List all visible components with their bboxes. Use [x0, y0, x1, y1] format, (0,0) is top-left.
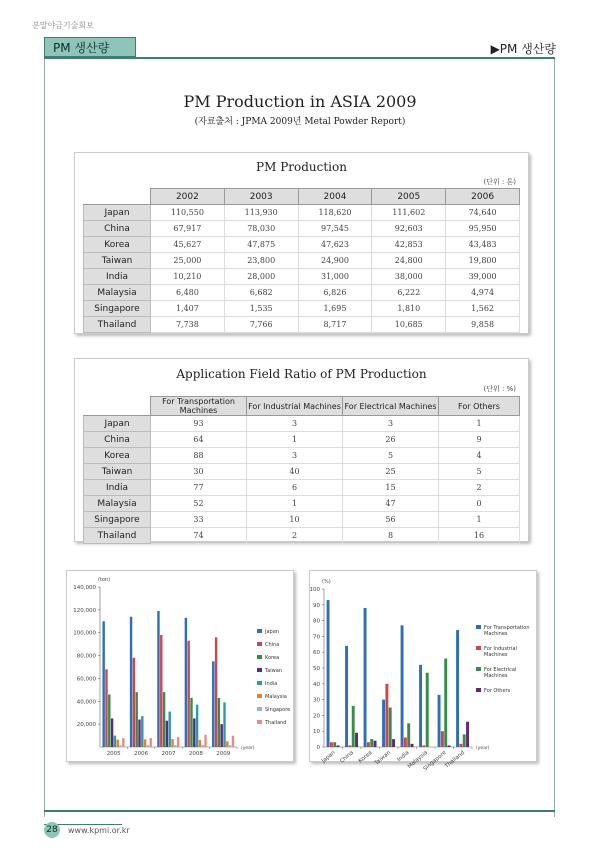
bar — [114, 736, 116, 747]
website-link[interactable]: www.kpmi.or.kr — [68, 826, 130, 835]
table-cell: 92,603 — [372, 221, 446, 237]
x-tick-label: Singapore — [422, 749, 448, 773]
row-label: India — [84, 480, 151, 496]
bar — [204, 735, 206, 747]
table-cell: 1 — [439, 512, 520, 528]
table-row — [84, 448, 520, 464]
table-cell: 9 — [439, 432, 520, 448]
bar — [401, 625, 404, 747]
bar — [220, 724, 222, 747]
row-label: Taiwan — [84, 253, 151, 269]
y-tick-label: 30 — [313, 697, 320, 704]
bar — [374, 741, 377, 747]
x-tick-label: 2008 — [188, 751, 203, 757]
bar — [407, 723, 410, 747]
row-label: Japan — [84, 416, 151, 432]
legend-label: China — [265, 642, 280, 648]
bar — [193, 718, 195, 747]
x-tick-label: Malaysia — [406, 749, 430, 770]
table-cell: 2 — [247, 528, 343, 544]
legend-label: Thailand — [265, 720, 287, 726]
bar — [330, 742, 333, 747]
table-cell: 28,000 — [224, 269, 298, 285]
table-row — [84, 464, 520, 480]
application-table-body — [84, 416, 520, 544]
bar — [456, 630, 459, 747]
bar — [382, 700, 385, 747]
bar — [130, 617, 132, 747]
production-chart-panel — [66, 570, 294, 762]
table-cell: 9,858 — [446, 317, 520, 333]
table-cell: 5 — [439, 464, 520, 480]
table-cell: 110,550 — [151, 205, 225, 221]
legend-label: Malaysia — [265, 694, 287, 700]
table-cell: 10,210 — [151, 269, 225, 285]
table-cell: 25,000 — [151, 253, 225, 269]
legend-swatch — [476, 625, 481, 629]
table-cell: 2 — [439, 480, 520, 496]
row-label: China — [84, 221, 151, 237]
application-table — [83, 396, 520, 544]
table-row — [84, 221, 520, 237]
table-cell: 67,917 — [151, 221, 225, 237]
production-table — [83, 188, 520, 333]
table-cell: 1,695 — [298, 301, 372, 317]
table-cell: 24,800 — [372, 253, 446, 269]
bar — [352, 706, 355, 747]
bar — [144, 739, 146, 747]
y-tick-label: 60,000 — [76, 676, 96, 683]
bar — [422, 745, 425, 747]
frame-bottom-rule — [44, 810, 555, 812]
y-tick-label: 50 — [313, 666, 320, 672]
row-label: Korea — [84, 237, 151, 253]
table-corner — [84, 397, 151, 416]
bar — [333, 742, 336, 747]
y-tick-label: 40,000 — [76, 699, 96, 706]
bar — [441, 731, 444, 747]
production-table-unit: (단위 : 톤) — [483, 178, 516, 186]
legend-label: Korea — [265, 655, 280, 661]
bar — [147, 745, 149, 747]
table-cell: 88 — [151, 448, 247, 464]
application-table-panel — [74, 358, 529, 542]
table-cell: 45,627 — [151, 237, 225, 253]
bar — [466, 722, 469, 747]
table-cell: 6,826 — [298, 285, 372, 301]
table-cell: 25 — [343, 464, 439, 480]
table-cell: 26 — [343, 432, 439, 448]
table-cell: 30 — [151, 464, 247, 480]
table-cell: 113,930 — [224, 205, 298, 221]
legend-swatch — [257, 681, 262, 685]
table-cell: 33 — [151, 512, 247, 528]
bar — [160, 635, 162, 747]
y-tick-label: 80,000 — [76, 653, 96, 660]
bar — [345, 646, 348, 747]
bar — [215, 637, 217, 747]
table-cell: 10,685 — [372, 317, 446, 333]
bar — [171, 739, 173, 747]
bar — [133, 658, 135, 747]
table-cell: 6 — [247, 480, 343, 496]
table-cell: 118,620 — [298, 205, 372, 221]
legend-swatch — [257, 642, 262, 646]
table-cell: 47,623 — [298, 237, 372, 253]
table-row — [84, 432, 520, 448]
bar — [141, 716, 143, 747]
table-cell: 77 — [151, 480, 247, 496]
legend-label: India — [265, 681, 278, 687]
bar — [327, 600, 330, 747]
y-axis-unit: (ton) — [98, 577, 111, 583]
table-cell: 40 — [247, 464, 343, 480]
table-cell: 8,717 — [298, 317, 372, 333]
row-label: China — [84, 432, 151, 448]
bar — [232, 736, 234, 747]
table-cell: 19,800 — [446, 253, 520, 269]
bar — [150, 738, 152, 747]
column-header: 2005 — [372, 189, 446, 205]
table-cell: 1 — [247, 496, 343, 512]
table-row — [84, 285, 520, 301]
application-bar-chart — [309, 571, 536, 773]
table-corner — [84, 189, 151, 205]
bar — [163, 692, 165, 747]
legend-swatch — [476, 688, 481, 692]
table-cell: 10 — [247, 512, 343, 528]
bar — [122, 738, 124, 747]
bar — [108, 694, 110, 747]
legend-swatch — [257, 720, 262, 724]
table-row — [84, 237, 520, 253]
production-table-panel — [74, 152, 529, 334]
table-cell: 6,682 — [224, 285, 298, 301]
row-label: Thailand — [84, 528, 151, 544]
table-header-row — [84, 397, 520, 416]
section-tab: PM 생산량 — [44, 37, 136, 57]
column-header: For Industrial Machines — [247, 397, 343, 416]
production-table-body — [84, 205, 520, 333]
table-cell: 47,875 — [224, 237, 298, 253]
bar — [226, 741, 228, 747]
table-cell: 39,000 — [446, 269, 520, 285]
x-tick-label: Taiwan — [373, 749, 393, 767]
y-tick-label: 120,000 — [73, 607, 96, 614]
table-row — [84, 416, 520, 432]
legend-label: Taiwan — [265, 668, 283, 674]
table-cell: 23,800 — [224, 253, 298, 269]
column-header: 2002 — [151, 189, 225, 205]
row-label: Korea — [84, 448, 151, 464]
row-label: Thailand — [84, 317, 151, 333]
x-axis-unit: (year) — [476, 746, 490, 751]
bar — [105, 669, 107, 747]
bar — [135, 692, 137, 747]
legend-label: For Electrical Machines — [484, 667, 517, 679]
bar — [364, 608, 367, 747]
bar — [102, 621, 104, 747]
table-cell: 74 — [151, 528, 247, 544]
bar — [138, 720, 140, 747]
y-tick-label: 80 — [313, 618, 320, 625]
bar — [463, 734, 466, 747]
bar — [119, 745, 121, 747]
table-cell: 97,545 — [298, 221, 372, 237]
column-header: For Transportation Machines — [151, 397, 247, 416]
table-cell: 5 — [343, 448, 439, 464]
bar — [389, 708, 392, 748]
bar — [169, 712, 171, 747]
table-cell: 15 — [343, 480, 439, 496]
bar — [337, 745, 340, 747]
table-cell: 95,950 — [446, 221, 520, 237]
legend-swatch — [257, 694, 262, 698]
table-cell: 6,480 — [151, 285, 225, 301]
table-cell: 52 — [151, 496, 247, 512]
table-cell: 93 — [151, 416, 247, 432]
application-table-title: Application Field Ratio of PM Production — [176, 367, 427, 381]
legend-swatch — [257, 655, 262, 659]
x-tick-label: Japan — [320, 749, 337, 765]
table-cell: 7,766 — [224, 317, 298, 333]
table-cell: 0 — [439, 496, 520, 512]
y-tick-label: 10 — [313, 729, 320, 736]
legend-label: For Industrial Machines — [484, 646, 517, 658]
legend-swatch — [257, 629, 262, 633]
legend-label: Singapore — [265, 707, 291, 713]
column-header: 2004 — [298, 189, 372, 205]
row-label: Singapore — [84, 512, 151, 528]
bar — [202, 745, 204, 747]
page-title: PM Production in ASIA 2009 — [183, 92, 417, 111]
bar — [212, 661, 214, 747]
bar — [448, 745, 451, 747]
table-row — [84, 269, 520, 285]
bar — [174, 745, 176, 747]
bar — [185, 618, 187, 747]
table-cell: 74,640 — [446, 205, 520, 221]
bar — [459, 744, 462, 747]
bar — [190, 698, 192, 747]
bar — [370, 739, 373, 747]
table-cell: 1,535 — [224, 301, 298, 317]
bar — [177, 737, 179, 747]
row-label: Singapore — [84, 301, 151, 317]
legend-swatch — [476, 646, 481, 650]
y-tick-label: 70 — [313, 634, 320, 641]
bar — [355, 733, 358, 747]
table-row — [84, 496, 520, 512]
table-cell: 3 — [343, 416, 439, 432]
bar — [218, 698, 220, 747]
row-label: Japan — [84, 205, 151, 221]
legend-swatch — [476, 667, 481, 671]
legend-label: For Others — [484, 688, 511, 694]
table-cell: 6,222 — [372, 285, 446, 301]
bar — [223, 702, 225, 747]
table-cell: 3 — [247, 416, 343, 432]
section-heading-right: ▶PM 생산량 — [490, 42, 556, 56]
x-tick-label: China — [339, 749, 356, 765]
y-tick-label: 140,000 — [73, 585, 96, 591]
table-cell: 111,602 — [372, 205, 446, 221]
table-cell: 38,000 — [372, 269, 446, 285]
table-cell: 43,483 — [446, 237, 520, 253]
table-cell: 3 — [247, 448, 343, 464]
production-bar-chart — [67, 571, 293, 761]
bar — [229, 745, 231, 747]
column-header: For Electrical Machines — [343, 397, 439, 416]
y-tick-label: 40 — [313, 681, 320, 688]
x-tick-label: Korea — [357, 749, 374, 765]
x-tick-label: Thailand — [444, 749, 467, 770]
x-axis-unit: (year) — [241, 746, 255, 751]
y-tick-label: 60 — [313, 650, 320, 657]
legend-swatch — [257, 668, 262, 672]
table-header-row — [84, 189, 520, 205]
table-cell: 78,030 — [224, 221, 298, 237]
legend-swatch — [257, 707, 262, 711]
bar — [444, 659, 447, 747]
x-tick-label: 2007 — [161, 751, 176, 757]
bar — [367, 742, 370, 747]
bar — [419, 665, 422, 747]
table-row — [84, 512, 520, 528]
table-cell: 4 — [439, 448, 520, 464]
bar — [111, 718, 113, 747]
bar — [392, 739, 395, 747]
table-row — [84, 301, 520, 317]
bar — [187, 641, 189, 747]
table-cell: 4,974 — [446, 285, 520, 301]
column-header: 2003 — [224, 189, 298, 205]
bar — [348, 745, 351, 747]
column-header: 2006 — [446, 189, 520, 205]
x-tick-label: 2009 — [216, 751, 231, 757]
x-tick-label: 2006 — [134, 751, 149, 757]
y-tick-label: 20,000 — [76, 722, 96, 729]
table-row — [84, 205, 520, 221]
table-cell: 1,562 — [446, 301, 520, 317]
bar — [199, 740, 201, 747]
bar — [117, 740, 119, 747]
application-table-unit: (단위 : %) — [483, 385, 516, 393]
application-chart-panel — [309, 570, 537, 773]
page-number: 28 — [44, 822, 60, 838]
bar — [438, 695, 441, 747]
y-tick-label: 100 — [309, 587, 320, 593]
table-row — [84, 317, 520, 333]
y-tick-label: 90 — [313, 602, 320, 609]
legend-label: For Transportation Machines — [484, 625, 530, 637]
x-tick-label: India — [396, 749, 411, 764]
bar — [411, 744, 414, 747]
table-cell: 56 — [343, 512, 439, 528]
table-cell: 8 — [343, 528, 439, 544]
bar — [404, 738, 407, 747]
bar — [166, 721, 168, 747]
page-subtitle: (자료출처 : JPMA 2009년 Metal Powder Report) — [194, 117, 406, 127]
row-label: Malaysia — [84, 285, 151, 301]
x-tick-label: 2005 — [106, 751, 121, 757]
table-row — [84, 253, 520, 269]
table-cell: 7,738 — [151, 317, 225, 333]
y-tick-label: 20 — [313, 713, 320, 720]
bar — [385, 684, 388, 747]
table-row — [84, 528, 520, 544]
bar — [196, 705, 198, 747]
column-header: For Others — [439, 397, 520, 416]
bar — [426, 673, 429, 747]
legend-label: Japan — [265, 629, 279, 635]
table-cell: 1 — [247, 432, 343, 448]
table-cell: 24,900 — [298, 253, 372, 269]
row-label: Taiwan — [84, 464, 151, 480]
table-cell: 64 — [151, 432, 247, 448]
y-tick-label: 100,000 — [73, 630, 96, 637]
table-row — [84, 480, 520, 496]
table-cell: 1,407 — [151, 301, 225, 317]
y-tick-label: 0 — [316, 745, 320, 751]
row-label: Malaysia — [84, 496, 151, 512]
production-table-title: PM Production — [256, 160, 347, 174]
table-cell: 31,000 — [298, 269, 372, 285]
row-label: India — [84, 269, 151, 285]
table-cell: 1,810 — [372, 301, 446, 317]
table-cell: 1 — [439, 416, 520, 432]
table-cell: 42,853 — [372, 237, 446, 253]
journal-name: 분말야금기술회보 — [32, 21, 94, 30]
table-cell: 47 — [343, 496, 439, 512]
bar — [157, 611, 159, 747]
y-axis-unit: (%) — [322, 579, 331, 585]
table-cell: 16 — [439, 528, 520, 544]
